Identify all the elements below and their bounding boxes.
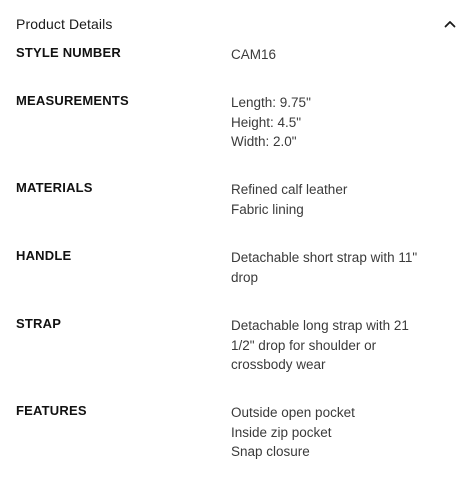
detail-label: MEASUREMENTS [16, 93, 129, 108]
detail-label: FEATURES [16, 403, 87, 418]
detail-value [231, 45, 451, 65]
detail-label: STRAP [16, 316, 62, 331]
detail-value-line: CAM16 [231, 47, 277, 62]
detail-value [231, 403, 451, 462]
detail-value [231, 93, 451, 152]
detail-value [231, 248, 451, 287]
detail-value-line: 1/2" drop for shoulder or [231, 337, 377, 353]
chevron-up-icon[interactable] [443, 17, 457, 31]
product-details-toggle[interactable] [16, 13, 457, 35]
detail-value-line: Refined calf leather [231, 182, 348, 197]
detail-label: STYLE NUMBER [16, 45, 121, 60]
detail-label: MATERIALS [16, 180, 93, 195]
section-title: Product Details [16, 16, 113, 32]
detail-value-line: Length: 9.75" [231, 95, 311, 110]
detail-value-line: Snap closure [231, 444, 310, 459]
detail-value-line: Detachable short strap with 11" [231, 250, 418, 265]
detail-value-line: drop [231, 269, 259, 285]
detail-value-line: Inside zip pocket [231, 424, 332, 440]
detail-value-line: crossbody wear [231, 357, 326, 372]
detail-label: HANDLE [16, 248, 72, 263]
detail-value [231, 316, 451, 375]
detail-value-line: Width: 2.0" [231, 134, 297, 149]
detail-value [231, 180, 451, 219]
detail-value-line: Detachable long strap with 21 [231, 318, 409, 333]
detail-value-line: Height: 4.5" [231, 114, 302, 130]
detail-value-line: Outside open pocket [231, 405, 355, 420]
detail-value-line: Fabric lining [231, 201, 304, 217]
